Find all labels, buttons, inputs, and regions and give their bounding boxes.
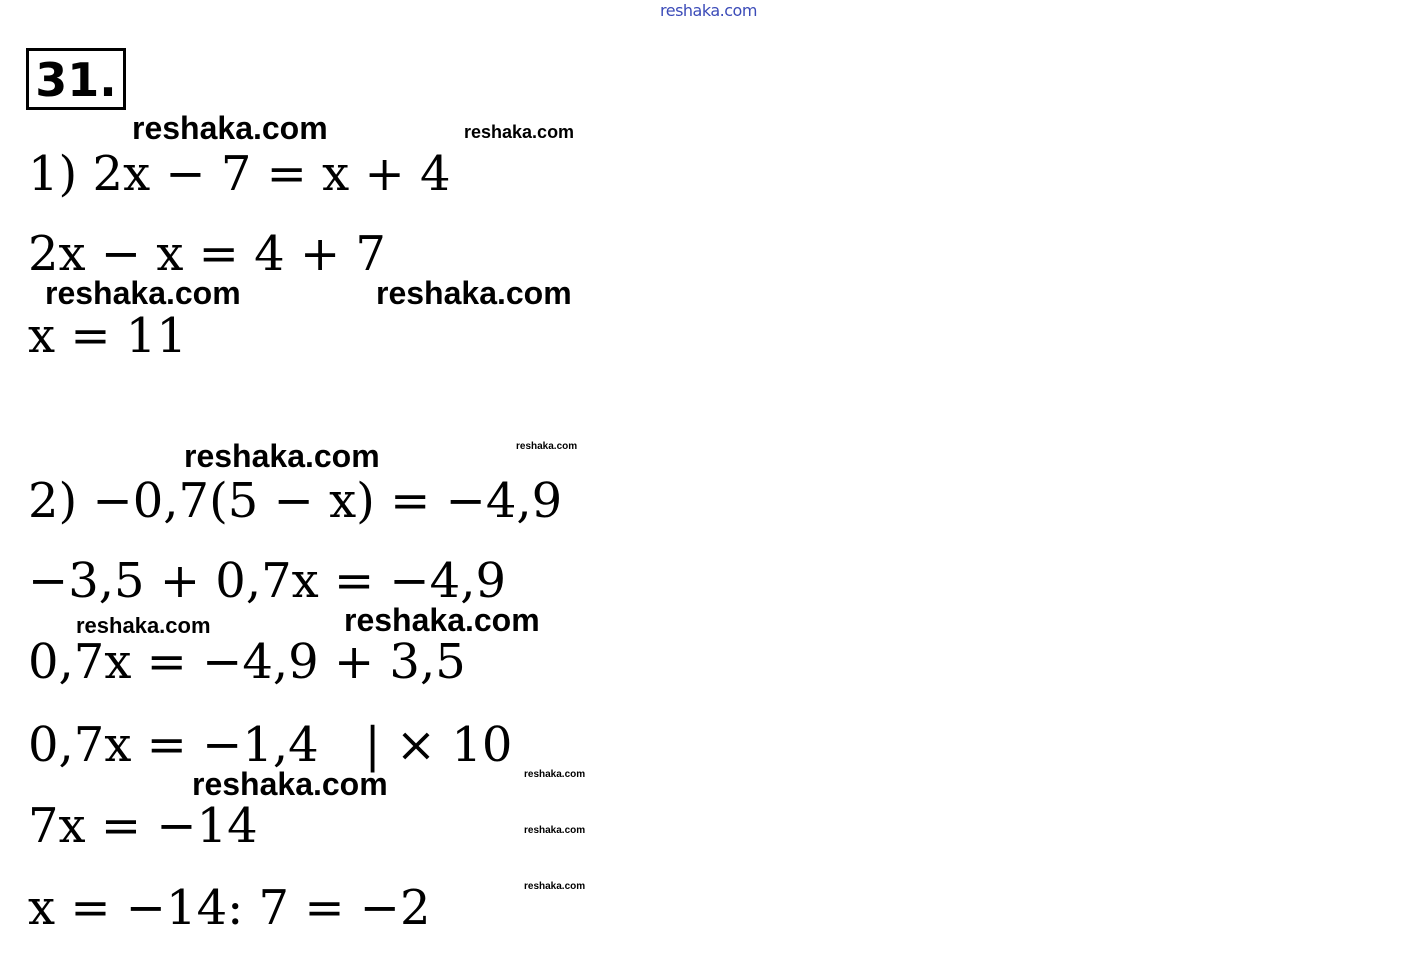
part2-line-2: −3,5 + 0,7x = −4,9	[28, 553, 506, 609]
watermark: reshaka.com	[516, 441, 578, 452]
watermark: reshaka.com	[524, 769, 586, 780]
part2-line-1: 2) −0,7(5 − x) = −4,9	[28, 473, 563, 529]
top-site-mark: reshaka.com	[660, 1, 757, 20]
watermark: reshaka.com	[524, 825, 586, 836]
part2-line-4: 0,7x = −1,4 | × 10	[28, 717, 513, 773]
watermark: reshaka.com	[464, 122, 575, 142]
watermark: reshaka.com	[45, 275, 241, 311]
watermark: reshaka.com	[524, 881, 586, 892]
part1-line-2: 2x − x = 4 + 7	[28, 226, 386, 282]
part2-line-3: 0,7x = −4,9 + 3,5	[28, 634, 466, 690]
watermark: reshaka.com	[192, 766, 388, 802]
part1-line-3: x = 11	[28, 308, 187, 364]
watermark: reshaka.com	[132, 110, 328, 146]
watermark: reshaka.com	[344, 602, 540, 638]
part2-line-6: x = −14: 7 = −2	[28, 880, 431, 936]
watermark: reshaka.com	[376, 275, 572, 311]
problem-number: 31.	[26, 48, 126, 110]
watermark: reshaka.com	[76, 613, 211, 638]
watermark: reshaka.com	[184, 438, 380, 474]
part1-line-1: 1) 2x − 7 = x + 4	[28, 146, 451, 202]
part2-line-5: 7x = −14	[28, 798, 258, 854]
